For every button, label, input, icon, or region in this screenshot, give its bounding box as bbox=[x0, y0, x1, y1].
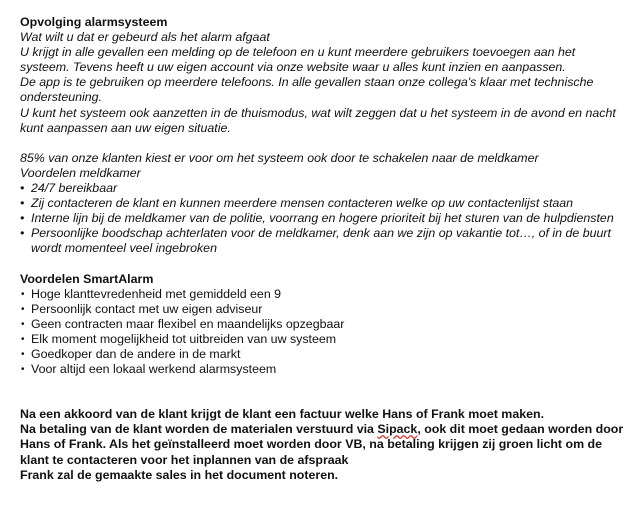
list-item: • Geen contracten maar flexibel en maandelijks opzegbaar bbox=[21, 316, 345, 331]
bullet-icon: • bbox=[20, 181, 25, 196]
bullet-icon: • bbox=[21, 318, 25, 330]
list-item: • Hoge klanttevredenheid met gemiddeld een 9 bbox=[21, 286, 282, 301]
spacer bbox=[20, 377, 626, 407]
spacer bbox=[20, 136, 626, 151]
document bbox=[20, 15, 626, 483]
list-item: • Elk moment mogelijkheid tot uitbreiden van uw systeem bbox=[21, 331, 337, 346]
meldkamer-stat: 85% van onze klanten kiest er voor om het systeem ook door te schakelen naar de meldkamer bbox=[20, 150, 539, 165]
intro-paragraph-2: De app is te gebruiken op meerdere telefoons. In alle gevallen staan onze collega's klaar met technische ondersteuning. bbox=[20, 75, 594, 105]
notes-line-1: Na een akkoord van de klant krijgt de klant een factuur welke Hans of Frank moet maken. bbox=[20, 407, 545, 422]
list-item: • Persoonlijk contact met uw eigen adviseur bbox=[21, 301, 263, 316]
smartalarm-list bbox=[20, 287, 626, 378]
document-title: Opvolging alarmsysteem bbox=[20, 15, 168, 29]
intro-question: Wat wilt u dat er gebeurd als het alarm afgaat bbox=[20, 30, 270, 45]
bullet-icon: • bbox=[21, 364, 25, 376]
list-item: • Goedkoper dan de andere in de markt bbox=[21, 347, 241, 362]
bullet-icon: • bbox=[21, 349, 25, 361]
list-item: • Interne lijn bij de meldkamer van de politie, voorrang en hogere prioriteit bij het sturen van de hulpdiensten bbox=[20, 211, 614, 226]
meldkamer-list bbox=[20, 181, 626, 256]
bullet-icon: • bbox=[21, 303, 25, 315]
notes-line-2: Na betaling van de klant worden de materialen verstuurd via Sipack, ook dit moet gedaan worden door Hans of Frank. Als het geïnstalleerd moet worden door VB, na betaling krijgen zij groen licht om de klant te contacteren voor het inplannen van de afspraak bbox=[20, 422, 624, 467]
list-item: • Zij contacteren de klant en kunnen meerdere mensen contacteren welke op uw contactenlijst staan bbox=[20, 196, 574, 211]
bullet-icon: • bbox=[21, 288, 25, 300]
spacer bbox=[20, 257, 626, 272]
list-item: • Persoonlijke boodschap achterlaten voor de meldkamer, denk aan we zijn op vakantie tot…, of in de buurt wordt momenteel veel ingebroken bbox=[20, 226, 611, 256]
bullet-icon: • bbox=[20, 211, 25, 226]
bullet-icon: • bbox=[20, 196, 25, 211]
sipack-word[interactable]: Sipack bbox=[377, 422, 418, 437]
bullet-icon: • bbox=[21, 333, 25, 345]
notes-line-3: Frank zal de gemaakte sales in het document noteren. bbox=[20, 467, 339, 482]
list-item: • Voor altijd een lokaal werkend alarmsysteem bbox=[21, 362, 277, 377]
list-item: • 24/7 bereikbaar bbox=[20, 181, 118, 196]
smartalarm-heading: Voordelen SmartAlarm bbox=[20, 271, 154, 286]
bullet-icon: • bbox=[20, 226, 25, 241]
intro-paragraph-3: U kunt het systeem ook aanzetten in de thuismodus, wat wilt zeggen dat u het systeem in de avond en nacht kunt aanpassen aan uw eigen situatie. bbox=[20, 105, 616, 135]
intro-paragraph-1: U krijgt in alle gevallen een melding op de telefoon en u kunt meerdere gebruikers toevoegen aan het systeem. Tevens heeft u uw eigen account via onze website waar u alles kunt inzien en aanpassen. bbox=[20, 45, 576, 75]
meldkamer-heading: Voordelen meldkamer bbox=[20, 165, 141, 180]
